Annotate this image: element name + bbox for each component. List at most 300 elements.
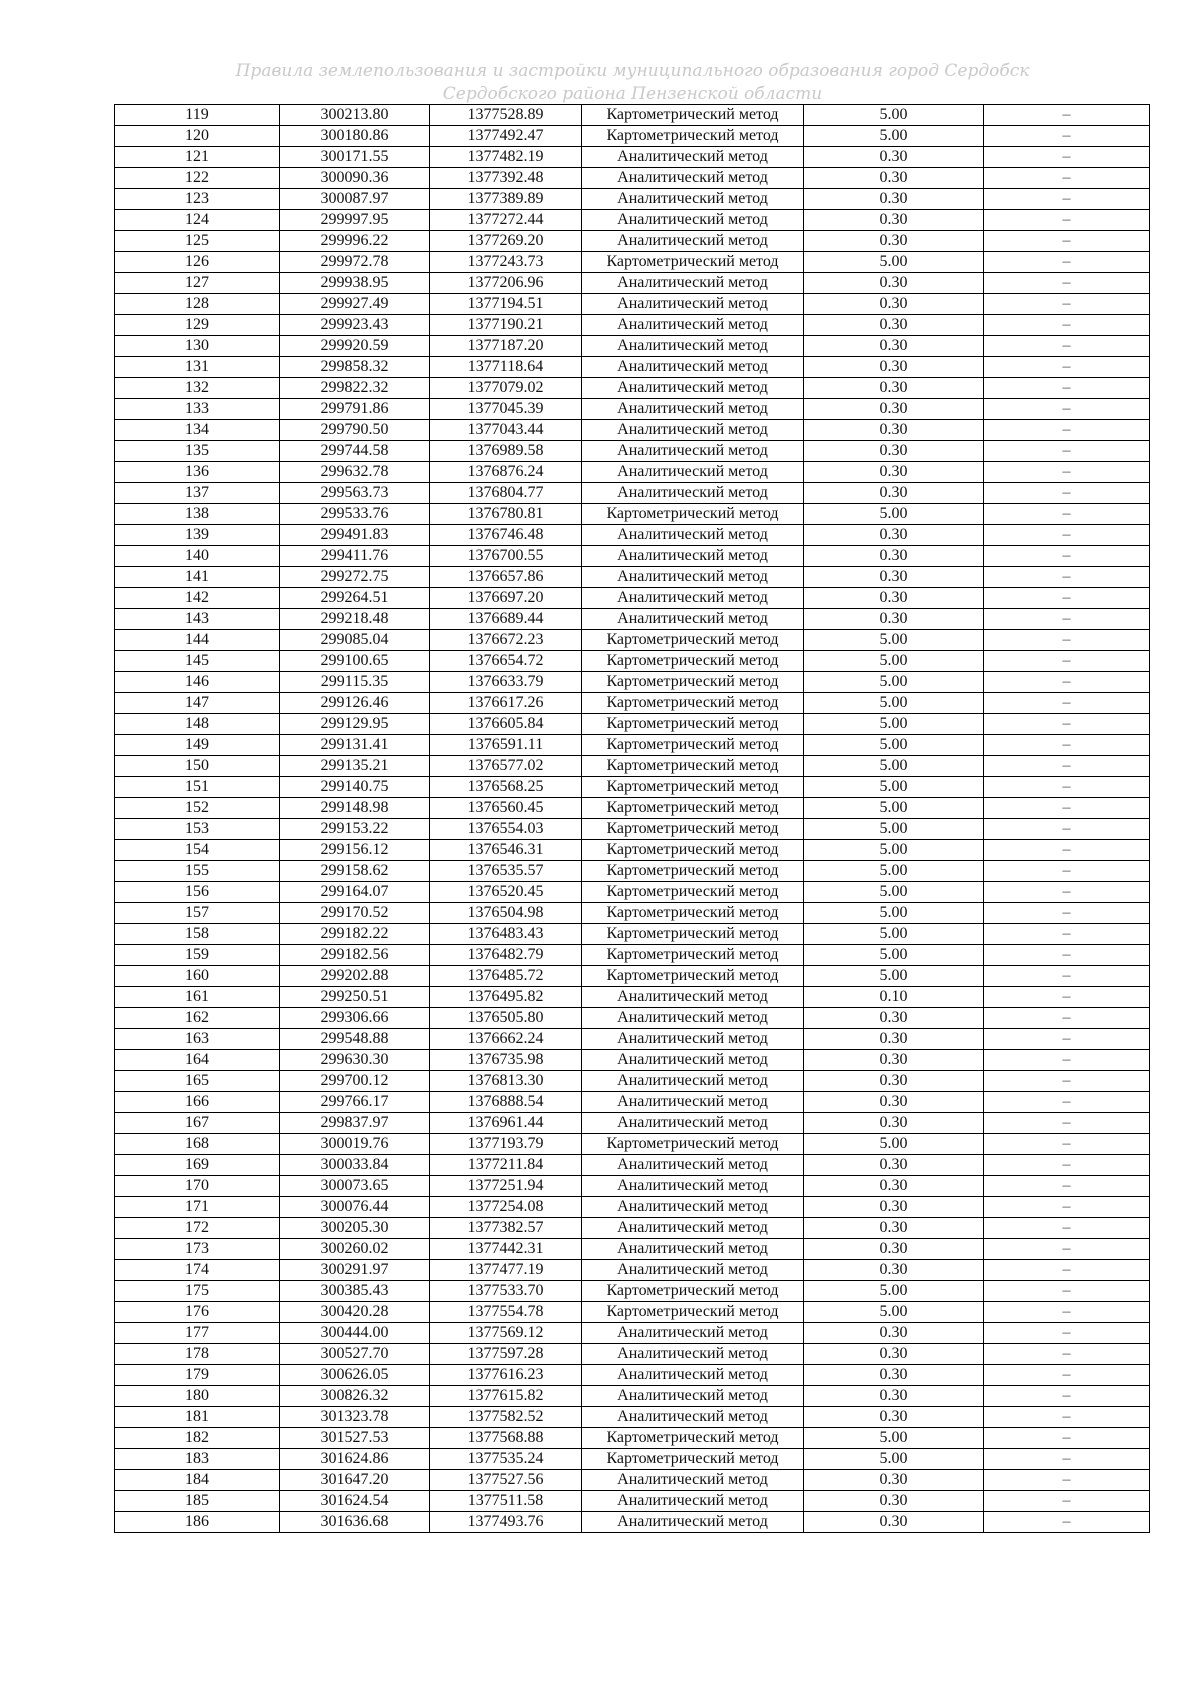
method-cell: Аналитический метод <box>582 1218 804 1239</box>
y-coordinate-cell: 1376888.54 <box>430 1092 582 1113</box>
table-row <box>115 567 1150 588</box>
y-coordinate-cell: 1377211.84 <box>430 1155 582 1176</box>
x-coordinate-cell: 299182.22 <box>280 924 430 945</box>
accuracy-cell: 0.30 <box>804 462 984 483</box>
y-coordinate-cell: 1376672.23 <box>430 630 582 651</box>
method-cell: Аналитический метод <box>582 420 804 441</box>
x-coordinate-cell: 301323.78 <box>280 1407 430 1428</box>
table-row <box>115 1365 1150 1386</box>
x-coordinate-cell: 299250.51 <box>280 987 430 1008</box>
table-row <box>115 882 1150 903</box>
y-coordinate-cell: 1377568.88 <box>430 1428 582 1449</box>
y-coordinate-cell: 1376577.02 <box>430 756 582 777</box>
accuracy-cell: 5.00 <box>804 504 984 525</box>
point-number-cell: 163 <box>115 1029 280 1050</box>
accuracy-cell: 0.30 <box>804 231 984 252</box>
table-row <box>115 987 1150 1008</box>
accuracy-cell: 5.00 <box>804 945 984 966</box>
x-coordinate-cell: 299115.35 <box>280 672 430 693</box>
x-coordinate-cell: 299491.83 <box>280 525 430 546</box>
x-coordinate-cell: 300180.86 <box>280 126 430 147</box>
point-number-cell: 152 <box>115 798 280 819</box>
y-coordinate-cell: 1376520.45 <box>430 882 582 903</box>
x-coordinate-cell: 300626.05 <box>280 1365 430 1386</box>
accuracy-cell: 0.30 <box>804 483 984 504</box>
y-coordinate-cell: 1377477.19 <box>430 1260 582 1281</box>
note-cell: – <box>984 336 1150 357</box>
accuracy-cell: 0.30 <box>804 1260 984 1281</box>
method-cell: Аналитический метод <box>582 378 804 399</box>
method-cell: Аналитический метод <box>582 1197 804 1218</box>
point-number-cell: 136 <box>115 462 280 483</box>
accuracy-cell: 5.00 <box>804 1302 984 1323</box>
point-number-cell: 144 <box>115 630 280 651</box>
note-cell: – <box>984 1470 1150 1491</box>
y-coordinate-cell: 1377272.44 <box>430 210 582 231</box>
table-row <box>115 441 1150 462</box>
point-number-cell: 166 <box>115 1092 280 1113</box>
y-coordinate-cell: 1376560.45 <box>430 798 582 819</box>
coordinates-table <box>114 104 1150 1533</box>
method-cell: Картометрический метод <box>582 1302 804 1323</box>
accuracy-cell: 5.00 <box>804 903 984 924</box>
table-row <box>115 1428 1150 1449</box>
note-cell: – <box>984 168 1150 189</box>
note-cell: – <box>984 1323 1150 1344</box>
note-cell: – <box>984 819 1150 840</box>
table-row <box>115 672 1150 693</box>
table-row <box>115 609 1150 630</box>
y-coordinate-cell: 1377079.02 <box>430 378 582 399</box>
point-number-cell: 154 <box>115 840 280 861</box>
accuracy-cell: 0.30 <box>804 1239 984 1260</box>
note-cell: – <box>984 1029 1150 1050</box>
coordinates-table-body <box>115 105 1150 1533</box>
accuracy-cell: 5.00 <box>804 1449 984 1470</box>
method-cell: Картометрический метод <box>582 1281 804 1302</box>
x-coordinate-cell: 299218.48 <box>280 609 430 630</box>
point-number-cell: 170 <box>115 1176 280 1197</box>
point-number-cell: 159 <box>115 945 280 966</box>
x-coordinate-cell: 299700.12 <box>280 1071 430 1092</box>
table-row <box>115 903 1150 924</box>
y-coordinate-cell: 1376746.48 <box>430 525 582 546</box>
point-number-cell: 119 <box>115 105 280 126</box>
note-cell: – <box>984 861 1150 882</box>
method-cell: Картометрический метод <box>582 777 804 798</box>
x-coordinate-cell: 299744.58 <box>280 441 430 462</box>
point-number-cell: 127 <box>115 273 280 294</box>
x-coordinate-cell: 299170.52 <box>280 903 430 924</box>
x-coordinate-cell: 300087.97 <box>280 189 430 210</box>
accuracy-cell: 0.30 <box>804 315 984 336</box>
point-number-cell: 122 <box>115 168 280 189</box>
method-cell: Аналитический метод <box>582 1344 804 1365</box>
table-row <box>115 798 1150 819</box>
table-row <box>115 1407 1150 1428</box>
point-number-cell: 175 <box>115 1281 280 1302</box>
note-cell: – <box>984 1071 1150 1092</box>
y-coordinate-cell: 1376617.26 <box>430 693 582 714</box>
accuracy-cell: 0.30 <box>804 1029 984 1050</box>
point-number-cell: 143 <box>115 609 280 630</box>
y-coordinate-cell: 1376546.31 <box>430 840 582 861</box>
point-number-cell: 178 <box>115 1344 280 1365</box>
accuracy-cell: 0.30 <box>804 1092 984 1113</box>
accuracy-cell: 5.00 <box>804 966 984 987</box>
x-coordinate-cell: 299131.41 <box>280 735 430 756</box>
y-coordinate-cell: 1377269.20 <box>430 231 582 252</box>
table-row <box>115 924 1150 945</box>
table-row <box>115 126 1150 147</box>
accuracy-cell: 0.30 <box>804 1323 984 1344</box>
method-cell: Аналитический метод <box>582 1008 804 1029</box>
method-cell: Аналитический метод <box>582 168 804 189</box>
method-cell: Картометрический метод <box>582 1428 804 1449</box>
note-cell: – <box>984 462 1150 483</box>
method-cell: Аналитический метод <box>582 1113 804 1134</box>
point-number-cell: 137 <box>115 483 280 504</box>
x-coordinate-cell: 299927.49 <box>280 294 430 315</box>
note-cell: – <box>984 273 1150 294</box>
x-coordinate-cell: 300527.70 <box>280 1344 430 1365</box>
note-cell: – <box>984 609 1150 630</box>
method-cell: Картометрический метод <box>582 861 804 882</box>
note-cell: – <box>984 777 1150 798</box>
point-number-cell: 182 <box>115 1428 280 1449</box>
table-row <box>115 504 1150 525</box>
point-number-cell: 145 <box>115 651 280 672</box>
accuracy-cell: 5.00 <box>804 126 984 147</box>
table-row <box>115 1218 1150 1239</box>
y-coordinate-cell: 1377043.44 <box>430 420 582 441</box>
table-row <box>115 819 1150 840</box>
accuracy-cell: 5.00 <box>804 924 984 945</box>
method-cell: Аналитический метод <box>582 1239 804 1260</box>
table-row <box>115 483 1150 504</box>
table-row <box>115 210 1150 231</box>
table-row <box>115 273 1150 294</box>
method-cell: Аналитический метод <box>582 273 804 294</box>
point-number-cell: 177 <box>115 1323 280 1344</box>
table-row <box>115 588 1150 609</box>
accuracy-cell: 0.30 <box>804 378 984 399</box>
note-cell: – <box>984 420 1150 441</box>
accuracy-cell: 0.30 <box>804 294 984 315</box>
y-coordinate-cell: 1377392.48 <box>430 168 582 189</box>
y-coordinate-cell: 1377582.52 <box>430 1407 582 1428</box>
note-cell: – <box>984 1113 1150 1134</box>
point-number-cell: 131 <box>115 357 280 378</box>
x-coordinate-cell: 299085.04 <box>280 630 430 651</box>
note-cell: – <box>984 1365 1150 1386</box>
method-cell: Аналитический метод <box>582 1155 804 1176</box>
y-coordinate-cell: 1376483.43 <box>430 924 582 945</box>
point-number-cell: 141 <box>115 567 280 588</box>
x-coordinate-cell: 299126.46 <box>280 693 430 714</box>
y-coordinate-cell: 1377554.78 <box>430 1302 582 1323</box>
note-cell: – <box>984 1449 1150 1470</box>
accuracy-cell: 0.30 <box>804 1050 984 1071</box>
x-coordinate-cell: 299997.95 <box>280 210 430 231</box>
table-row <box>115 378 1150 399</box>
y-coordinate-cell: 1377243.73 <box>430 252 582 273</box>
y-coordinate-cell: 1376813.30 <box>430 1071 582 1092</box>
y-coordinate-cell: 1377194.51 <box>430 294 582 315</box>
method-cell: Картометрический метод <box>582 651 804 672</box>
x-coordinate-cell: 299100.65 <box>280 651 430 672</box>
method-cell: Аналитический метод <box>582 1260 804 1281</box>
accuracy-cell: 0.30 <box>804 441 984 462</box>
table-row <box>115 1386 1150 1407</box>
accuracy-cell: 5.00 <box>804 252 984 273</box>
accuracy-cell: 0.30 <box>804 357 984 378</box>
table-row <box>115 105 1150 126</box>
point-number-cell: 130 <box>115 336 280 357</box>
point-number-cell: 181 <box>115 1407 280 1428</box>
note-cell: – <box>984 945 1150 966</box>
accuracy-cell: 5.00 <box>804 651 984 672</box>
method-cell: Картометрический метод <box>582 105 804 126</box>
point-number-cell: 120 <box>115 126 280 147</box>
y-coordinate-cell: 1376482.79 <box>430 945 582 966</box>
note-cell: – <box>984 546 1150 567</box>
y-coordinate-cell: 1376535.57 <box>430 861 582 882</box>
note-cell: – <box>984 1428 1150 1449</box>
point-number-cell: 126 <box>115 252 280 273</box>
y-coordinate-cell: 1377533.70 <box>430 1281 582 1302</box>
x-coordinate-cell: 300019.76 <box>280 1134 430 1155</box>
note-cell: – <box>984 1407 1150 1428</box>
table-row <box>115 735 1150 756</box>
method-cell: Картометрический метод <box>582 945 804 966</box>
table-row <box>115 756 1150 777</box>
x-coordinate-cell: 299920.59 <box>280 336 430 357</box>
x-coordinate-cell: 301527.53 <box>280 1428 430 1449</box>
method-cell: Аналитический метод <box>582 546 804 567</box>
x-coordinate-cell: 299182.56 <box>280 945 430 966</box>
note-cell: – <box>984 210 1150 231</box>
y-coordinate-cell: 1376700.55 <box>430 546 582 567</box>
method-cell: Картометрический метод <box>582 819 804 840</box>
note-cell: – <box>984 1302 1150 1323</box>
point-number-cell: 168 <box>115 1134 280 1155</box>
note-cell: – <box>984 1092 1150 1113</box>
accuracy-cell: 0.30 <box>804 588 984 609</box>
accuracy-cell: 0.30 <box>804 1386 984 1407</box>
point-number-cell: 171 <box>115 1197 280 1218</box>
header-line-1: Правила землепользования и застройки муниципального образования город Сердобск <box>235 61 1030 81</box>
table-row <box>115 546 1150 567</box>
x-coordinate-cell: 299630.30 <box>280 1050 430 1071</box>
point-number-cell: 167 <box>115 1113 280 1134</box>
table-row <box>115 630 1150 651</box>
y-coordinate-cell: 1376804.77 <box>430 483 582 504</box>
x-coordinate-cell: 299156.12 <box>280 840 430 861</box>
table-row <box>115 777 1150 798</box>
note-cell: – <box>984 1260 1150 1281</box>
note-cell: – <box>984 525 1150 546</box>
x-coordinate-cell: 299129.95 <box>280 714 430 735</box>
point-number-cell: 134 <box>115 420 280 441</box>
table-row <box>115 147 1150 168</box>
table-row <box>115 840 1150 861</box>
method-cell: Картометрический метод <box>582 504 804 525</box>
x-coordinate-cell: 300291.97 <box>280 1260 430 1281</box>
note-cell: – <box>984 1491 1150 1512</box>
point-number-cell: 155 <box>115 861 280 882</box>
y-coordinate-cell: 1376735.98 <box>430 1050 582 1071</box>
y-coordinate-cell: 1377482.19 <box>430 147 582 168</box>
y-coordinate-cell: 1377045.39 <box>430 399 582 420</box>
method-cell: Аналитический метод <box>582 399 804 420</box>
method-cell: Аналитический метод <box>582 525 804 546</box>
x-coordinate-cell: 301624.54 <box>280 1491 430 1512</box>
point-number-cell: 124 <box>115 210 280 231</box>
table-row <box>115 315 1150 336</box>
x-coordinate-cell: 300090.36 <box>280 168 430 189</box>
y-coordinate-cell: 1376876.24 <box>430 462 582 483</box>
table-row <box>115 1092 1150 1113</box>
accuracy-cell: 5.00 <box>804 777 984 798</box>
method-cell: Картометрический метод <box>582 882 804 903</box>
method-cell: Аналитический метод <box>582 1386 804 1407</box>
y-coordinate-cell: 1376485.72 <box>430 966 582 987</box>
point-number-cell: 162 <box>115 1008 280 1029</box>
point-number-cell: 158 <box>115 924 280 945</box>
y-coordinate-cell: 1377206.96 <box>430 273 582 294</box>
method-cell: Картометрический метод <box>582 840 804 861</box>
accuracy-cell: 5.00 <box>804 105 984 126</box>
method-cell: Картометрический метод <box>582 126 804 147</box>
y-coordinate-cell: 1376657.86 <box>430 567 582 588</box>
y-coordinate-cell: 1376568.25 <box>430 777 582 798</box>
y-coordinate-cell: 1376554.03 <box>430 819 582 840</box>
y-coordinate-cell: 1376591.11 <box>430 735 582 756</box>
y-coordinate-cell: 1377493.76 <box>430 1512 582 1533</box>
note-cell: – <box>984 441 1150 462</box>
point-number-cell: 173 <box>115 1239 280 1260</box>
method-cell: Картометрический метод <box>582 630 804 651</box>
table-row <box>115 651 1150 672</box>
table-row <box>115 1134 1150 1155</box>
point-number-cell: 139 <box>115 525 280 546</box>
y-coordinate-cell: 1377535.24 <box>430 1449 582 1470</box>
table-row <box>115 231 1150 252</box>
y-coordinate-cell: 1377527.56 <box>430 1470 582 1491</box>
method-cell: Аналитический метод <box>582 987 804 1008</box>
x-coordinate-cell: 299140.75 <box>280 777 430 798</box>
point-number-cell: 164 <box>115 1050 280 1071</box>
method-cell: Аналитический метод <box>582 609 804 630</box>
point-number-cell: 174 <box>115 1260 280 1281</box>
method-cell: Аналитический метод <box>582 1050 804 1071</box>
point-number-cell: 140 <box>115 546 280 567</box>
y-coordinate-cell: 1376633.79 <box>430 672 582 693</box>
y-coordinate-cell: 1376780.81 <box>430 504 582 525</box>
table-row <box>115 1113 1150 1134</box>
method-cell: Аналитический метод <box>582 1512 804 1533</box>
accuracy-cell: 0.30 <box>804 399 984 420</box>
note-cell: – <box>984 966 1150 987</box>
accuracy-cell: 5.00 <box>804 630 984 651</box>
x-coordinate-cell: 299996.22 <box>280 231 430 252</box>
point-number-cell: 121 <box>115 147 280 168</box>
x-coordinate-cell: 301636.68 <box>280 1512 430 1533</box>
x-coordinate-cell: 301624.86 <box>280 1449 430 1470</box>
x-coordinate-cell: 299135.21 <box>280 756 430 777</box>
x-coordinate-cell: 300444.00 <box>280 1323 430 1344</box>
method-cell: Картометрический метод <box>582 903 804 924</box>
y-coordinate-cell: 1377118.64 <box>430 357 582 378</box>
table-row <box>115 1260 1150 1281</box>
method-cell: Картометрический метод <box>582 693 804 714</box>
header-line-2: Сердобского района Пензенской области <box>442 84 823 104</box>
table-row <box>115 399 1150 420</box>
x-coordinate-cell: 299972.78 <box>280 252 430 273</box>
note-cell: – <box>984 147 1150 168</box>
x-coordinate-cell: 299632.78 <box>280 462 430 483</box>
x-coordinate-cell: 300826.32 <box>280 1386 430 1407</box>
method-cell: Аналитический метод <box>582 441 804 462</box>
method-cell: Картометрический метод <box>582 798 804 819</box>
accuracy-cell: 0.30 <box>804 1008 984 1029</box>
accuracy-cell: 0.30 <box>804 609 984 630</box>
method-cell: Картометрический метод <box>582 966 804 987</box>
y-coordinate-cell: 1376662.24 <box>430 1029 582 1050</box>
method-cell: Картометрический метод <box>582 252 804 273</box>
x-coordinate-cell: 299858.32 <box>280 357 430 378</box>
x-coordinate-cell: 301647.20 <box>280 1470 430 1491</box>
y-coordinate-cell: 1376961.44 <box>430 1113 582 1134</box>
point-number-cell: 165 <box>115 1071 280 1092</box>
x-coordinate-cell: 300171.55 <box>280 147 430 168</box>
accuracy-cell: 0.30 <box>804 1071 984 1092</box>
note-cell: – <box>984 651 1150 672</box>
note-cell: – <box>984 924 1150 945</box>
accuracy-cell: 0.30 <box>804 210 984 231</box>
note-cell: – <box>984 987 1150 1008</box>
y-coordinate-cell: 1377193.79 <box>430 1134 582 1155</box>
table-row <box>115 1344 1150 1365</box>
point-number-cell: 156 <box>115 882 280 903</box>
note-cell: – <box>984 1008 1150 1029</box>
point-number-cell: 186 <box>115 1512 280 1533</box>
point-number-cell: 176 <box>115 1302 280 1323</box>
y-coordinate-cell: 1377597.28 <box>430 1344 582 1365</box>
method-cell: Картометрический метод <box>582 672 804 693</box>
y-coordinate-cell: 1376689.44 <box>430 609 582 630</box>
point-number-cell: 125 <box>115 231 280 252</box>
note-cell: – <box>984 189 1150 210</box>
point-number-cell: 183 <box>115 1449 280 1470</box>
table-row <box>115 861 1150 882</box>
x-coordinate-cell: 299533.76 <box>280 504 430 525</box>
x-coordinate-cell: 300420.28 <box>280 1302 430 1323</box>
note-cell: – <box>984 294 1150 315</box>
point-number-cell: 148 <box>115 714 280 735</box>
accuracy-cell: 0.30 <box>804 1155 984 1176</box>
x-coordinate-cell: 299164.07 <box>280 882 430 903</box>
note-cell: – <box>984 1239 1150 1260</box>
method-cell: Аналитический метод <box>582 1491 804 1512</box>
x-coordinate-cell: 299272.75 <box>280 567 430 588</box>
method-cell: Аналитический метод <box>582 1323 804 1344</box>
x-coordinate-cell: 300076.44 <box>280 1197 430 1218</box>
accuracy-cell: 0.30 <box>804 1176 984 1197</box>
accuracy-cell: 5.00 <box>804 861 984 882</box>
table-row <box>115 1176 1150 1197</box>
